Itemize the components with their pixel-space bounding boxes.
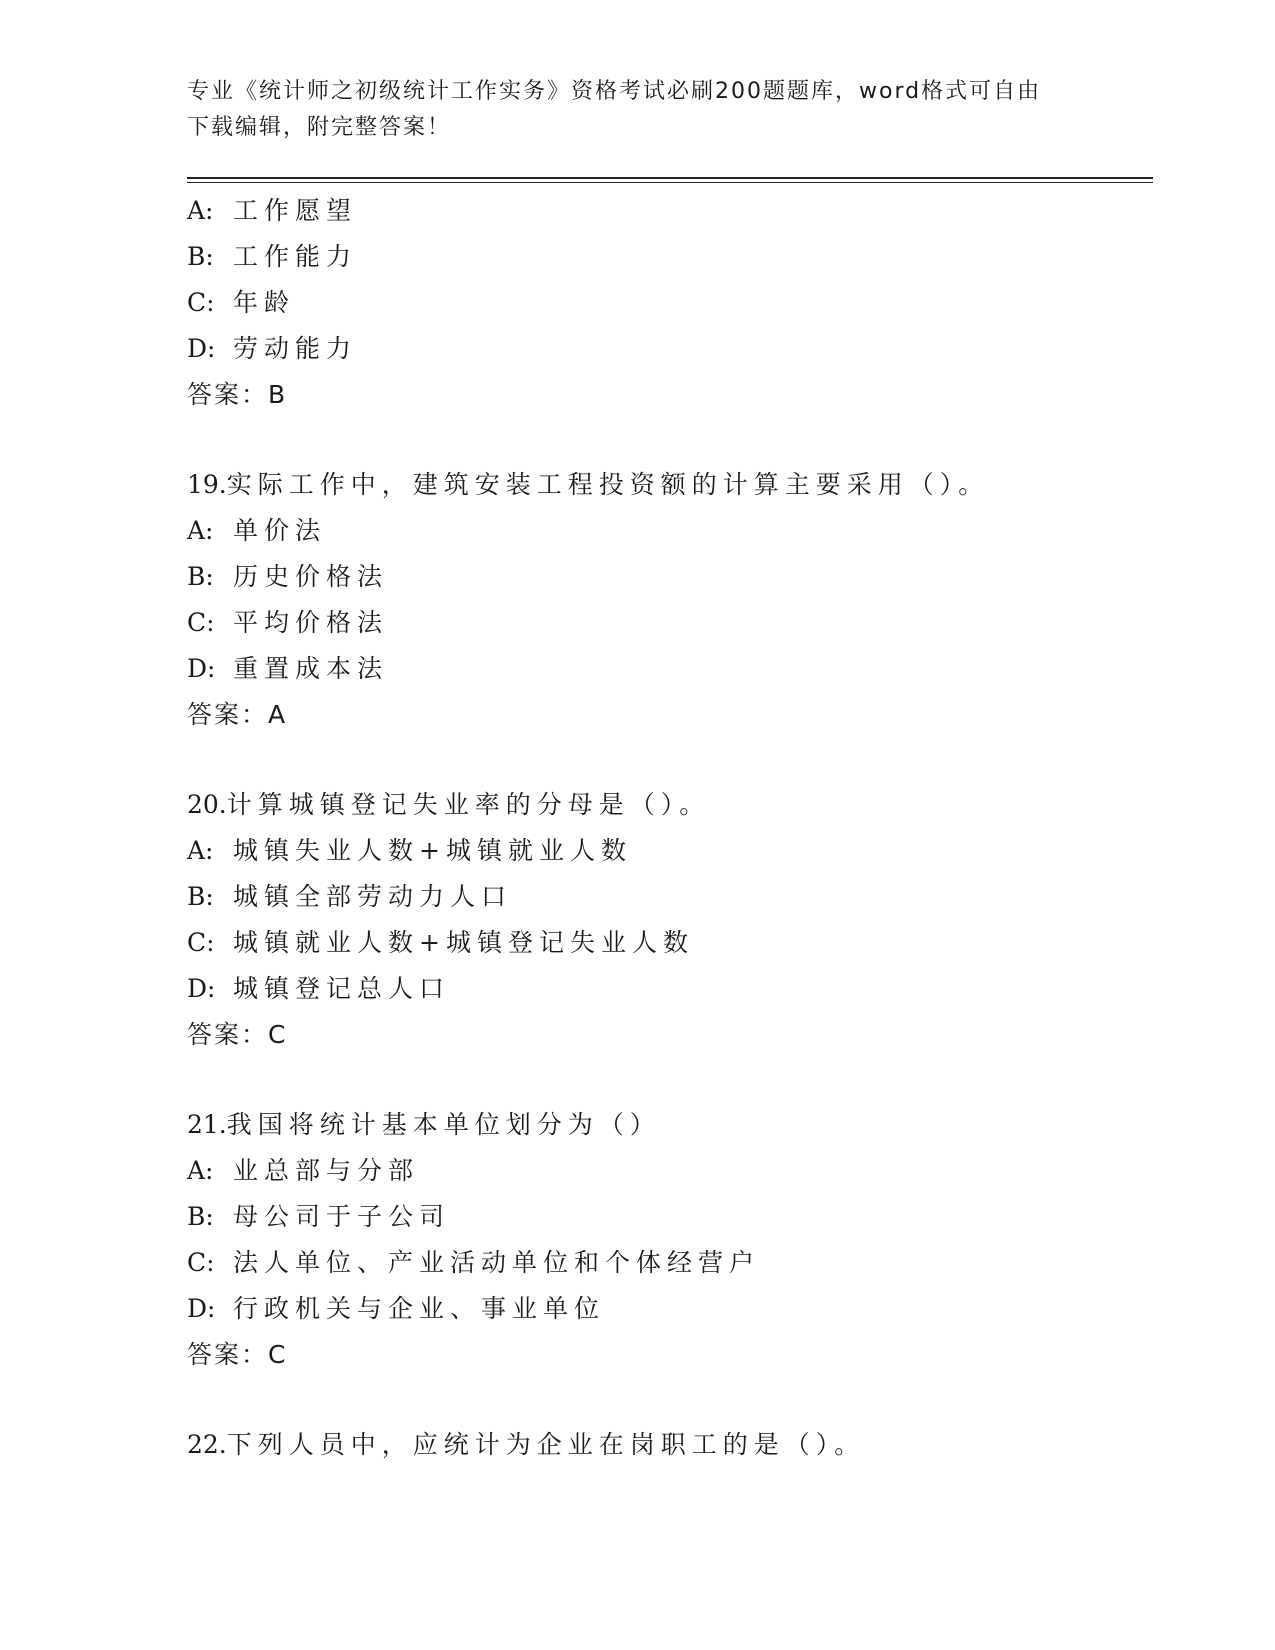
question-number: 20. [187, 790, 227, 819]
option-c: C: 城镇就业人数+城镇登记失业人数 [187, 928, 694, 957]
question-text: 下列人员中，应统计为企业在岗职工的是（）。 [226, 1430, 866, 1459]
option-a: A: 工作愿望 [187, 196, 358, 225]
option-b: B: 历史价格法 [187, 562, 389, 591]
answer-line: 答案：A [187, 700, 288, 729]
question-stem [187, 782, 1153, 828]
option-b: B: 城镇全部劳动力人口 [187, 882, 513, 911]
header-line-2: 下载编辑，附完整答案！ [187, 115, 452, 140]
question-number: 21. [187, 1110, 227, 1139]
option-c: C: 法人单位、产业活动单位和个体经营户 [187, 1248, 761, 1277]
question-block-19 [187, 462, 1153, 738]
question-block-22 [187, 1422, 1153, 1468]
page-header [187, 74, 1067, 146]
question-text: 计算城镇登记失业率的分母是（）。 [226, 790, 711, 819]
question-stem [187, 1422, 1153, 1468]
question-stem [187, 1102, 1153, 1148]
option-c: C: 年龄 [187, 288, 296, 317]
header-line-1: 专业《统计师之初级统计工作实务》资格考试必刷200题题库，word格式可自由 [187, 79, 1042, 104]
question-block-20 [187, 782, 1153, 1058]
question-number: 22. [187, 1430, 227, 1459]
option-d: D: 重置成本法 [187, 654, 389, 683]
header-divider-thin [187, 182, 1153, 183]
question-text: 实际工作中，建筑安装工程投资额的计算主要采用（）。 [226, 470, 990, 499]
question-text: 我国将统计基本单位划分为（） [226, 1110, 661, 1139]
option-a: A: 单价法 [187, 516, 327, 545]
option-a: A: 业总部与分部 [187, 1156, 420, 1185]
option-a: A: 城镇失业人数+城镇就业人数 [187, 836, 632, 865]
option-d: D: 劳动能力 [187, 334, 358, 363]
option-b: B: 母公司于子公司 [187, 1202, 451, 1231]
question-content [187, 188, 1153, 1468]
question-number: 19. [187, 470, 227, 499]
option-d: D: 行政机关与企业、事业单位 [187, 1294, 606, 1323]
header-divider-thick [187, 177, 1153, 179]
option-c: C: 平均价格法 [187, 608, 389, 637]
option-d: D: 城镇登记总人口 [187, 974, 451, 1003]
question-block-21 [187, 1102, 1153, 1378]
question-block-18 [187, 188, 1153, 418]
question-stem [187, 462, 1153, 508]
answer-line: 答案：B [187, 380, 288, 409]
answer-line: 答案：C [187, 1340, 288, 1369]
answer-line: 答案：C [187, 1020, 288, 1049]
option-b: B: 工作能力 [187, 242, 358, 271]
